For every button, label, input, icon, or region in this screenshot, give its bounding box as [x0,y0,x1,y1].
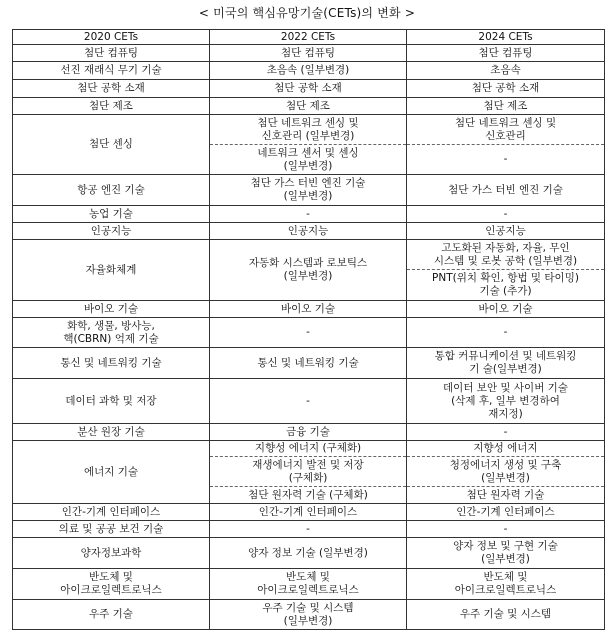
cell-2024: 반도체 및 아이크로일렉트로닉스 [407,569,605,600]
cell-2024: 통합 커뮤니케이션 및 네트워킹 기 술(일부변경) [407,348,605,379]
cell-2020: 선진 재래식 무기 기술 [13,62,210,80]
cell-2022: - [210,379,407,424]
cell-2020: 첨단 공학 소재 [13,80,210,98]
cell-2024: 우주 기술 및 시스템 [407,600,605,630]
table-row [13,348,605,379]
table-row [13,175,605,206]
header-2020: 2020 CETs [13,30,210,45]
header-2024: 2024 CETs [407,30,605,45]
cell-2020: 반도체 및 아이크로일렉트로닉스 [13,569,210,600]
cell-2022: 우주 기술 및 시스템 (일부변경) [210,600,407,630]
cell-2022: 첨단 가스 터빈 엔진 기술 (일부변경) [210,175,407,206]
cell-2020: 에너지 기술 [13,441,210,504]
cets-comparison-table [12,29,605,630]
cell-2022: 첨단 컴퓨팅 [210,45,407,62]
table-row [13,115,605,145]
cell-2020: 화학, 생물, 방사능, 핵(CBRN) 억제 기술 [13,318,210,348]
cell-2020: 양자정보과학 [13,538,210,569]
cell-2022: 첨단 공학 소재 [210,80,407,98]
table-row [13,569,605,600]
cell-2022: 금융 기술 [210,424,407,441]
cell-2022: - [210,206,407,223]
cell-2022: 초음속 (일부변경) [210,62,407,80]
table-row [13,379,605,424]
cell-2020: 첨단 센싱 [13,115,210,175]
cell-2020: 첨단 제조 [13,98,210,115]
cell-2020: 바이오 기술 [13,301,210,318]
cell-2024: 청정에너지 생성 및 구축 (일부변경) [407,457,605,487]
cell-2020: 의료 및 공공 보건 기술 [13,521,210,538]
table-title: < 미국의 핵심유망기술(CETs)의 변화 > [198,6,416,20]
cell-2020: 통신 및 네트워킹 기술 [13,348,210,379]
cell-2024: 인간-기계 인터페이스 [407,504,605,521]
table-row [13,62,605,80]
cell-2024: 첨단 네트워크 센싱 및 신호관리 [407,115,605,145]
table-row [13,318,605,348]
table-row [13,80,605,98]
table-row [13,301,605,318]
cell-2022: 지향성 에너지 (구체화) [210,441,407,457]
cell-2020: 자율화체계 [13,240,210,301]
cell-2022: 인공지능 [210,223,407,240]
table-row [13,600,605,630]
cell-2020: 항공 엔진 기술 [13,175,210,206]
cell-2024: - [407,521,605,538]
table-row [13,521,605,538]
cell-2024: 양자 정보 및 구현 기술 (일부변경) [407,538,605,569]
cell-2022: - [210,318,407,348]
cell-2022: 자동화 시스템과 로보틱스 (일부변경) [210,240,407,301]
cell-2022: 통신 및 네트워킹 기술 [210,348,407,379]
cell-2020: 우주 기술 [13,600,210,630]
cell-2024: 첨단 원자력 기술 [407,487,605,504]
cell-2024: 첨단 컴퓨팅 [407,45,605,62]
cell-2024: - [407,318,605,348]
table-row [13,240,605,270]
table-row [13,45,605,62]
table-row [13,538,605,569]
cell-2022: 첨단 원자력 기술 (구체화) [210,487,407,504]
cell-2020: 인공지능 [13,223,210,240]
table-row [13,504,605,521]
cell-2020: 인간-기계 인터페이스 [13,504,210,521]
cell-2024: 인공지능 [407,223,605,240]
cell-2024: - [407,206,605,223]
cell-2024: 첨단 가스 터빈 엔진 기술 [407,175,605,206]
table-row [13,441,605,457]
table-row [13,223,605,240]
table-row [13,424,605,441]
cell-2022: 인간-기계 인터페이스 [210,504,407,521]
cell-2020: 분산 원장 기술 [13,424,210,441]
cell-2022: 네트워크 센서 및 센싱 (일부변경) [210,145,407,175]
cell-2022: 바이오 기술 [210,301,407,318]
cell-2020: 첨단 컴퓨팅 [13,45,210,62]
cell-2020: 데이터 과학 및 저장 [13,379,210,424]
header-2022: 2022 CETs [210,30,407,45]
cell-2022: 첨단 네트워크 센싱 및 신호관리 (일부변경) [210,115,407,145]
cell-2022: 양자 정보 기술 (일부변경) [210,538,407,569]
cell-2024: 초음속 [407,62,605,80]
cell-2022: 재생에너지 발전 및 저장 (구체화) [210,457,407,487]
cell-2022: 첨단 제조 [210,98,407,115]
cell-2024: 데이터 보안 및 사이버 기술 (삭제 후, 일부 변경하여 재지정) [407,379,605,424]
cell-2024: 첨단 공학 소재 [407,80,605,98]
cell-2024: 고도화된 자동화, 자율, 무인 시스템 및 로봇 공학 (일부변경) [407,240,605,270]
cell-2022: - [210,521,407,538]
cell-2024: - [407,145,605,175]
cell-2024: - [407,424,605,441]
cell-2024: PNT(위치 확인, 항법 및 타이밍) 기술 (추가) [407,270,605,301]
table-row [13,98,605,115]
cell-2022: 반도체 및 아이크로일렉트로닉스 [210,569,407,600]
table-row [13,206,605,223]
header-row [13,30,605,45]
cell-2024: 지향성 에너지 [407,441,605,457]
cell-2024: 바이오 기술 [407,301,605,318]
cell-2020: 농업 기술 [13,206,210,223]
cell-2024: 첨단 제조 [407,98,605,115]
